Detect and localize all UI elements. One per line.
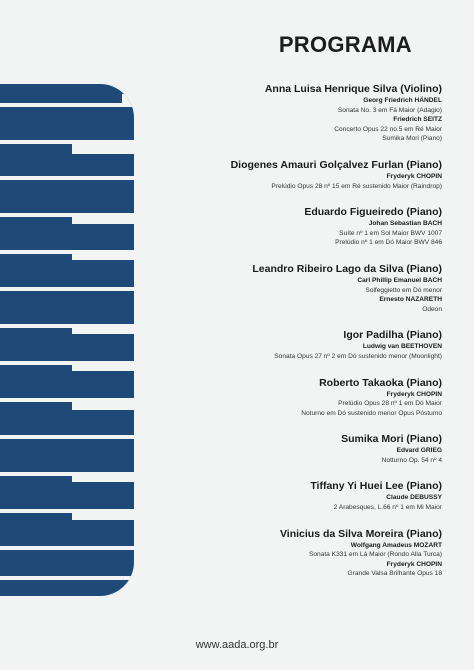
black-key-gap <box>72 213 140 224</box>
composer-name: Edvard GRIEG <box>396 447 442 455</box>
black-key-gap <box>72 361 140 371</box>
performer-block <box>142 432 442 465</box>
performer-name: Anna Luisa Henrique Silva (Violino) <box>264 83 442 95</box>
black-key-gap <box>72 140 140 154</box>
composer-name: Fryderyk CHOPIN <box>386 390 442 398</box>
black-key-gap <box>72 509 140 520</box>
key-divider <box>0 287 140 291</box>
black-key-gap <box>122 94 140 103</box>
composer-name: Ludwig van BEETHOVEN <box>362 343 442 351</box>
page-title: PROGRAMA <box>278 32 412 57</box>
work-title: Solfeggietto em Dó menor <box>365 286 442 294</box>
work-title: Sonata No. 3 em Fá Maior (Adagio) <box>337 106 442 114</box>
composer-name: Ernesto NAZARETH <box>379 296 442 304</box>
performer-name: Igor Padilha (Piano) <box>343 329 442 342</box>
performer-block <box>142 328 442 361</box>
work-title: 2 Arabesques, L.66 nº 1 em Mi Maior <box>333 504 442 512</box>
footer-url[interactable]: www.aada.org.br <box>195 639 279 651</box>
piano-keys-graphic <box>0 84 140 596</box>
performer-block <box>142 205 442 248</box>
composer-name: Georg Friedrich HÄNDEL <box>363 97 442 104</box>
work-title: Sumika Mori (Piano) <box>382 135 442 143</box>
composer-name: Claude DEBUSSY <box>386 494 442 502</box>
work-title: Prelúdio nº 1 em Dó Maior BWV 846 <box>335 239 442 247</box>
work-title: Suíte nº 1 em Sol Maior BWV 1007 <box>339 229 442 237</box>
performer-name: Eduardo Figueiredo (Piano) <box>304 206 442 219</box>
black-key-gap <box>72 250 140 260</box>
work-title: Sonata K331 em Lá Maior (Rondo Alla Turca) <box>308 551 442 559</box>
performer-name: Vinicius da Silva Moreira (Piano) <box>279 527 442 540</box>
work-title: Grande Valsa Brilhante Opus 18 <box>347 570 442 578</box>
performer-block <box>142 262 442 314</box>
key-divider <box>0 103 140 107</box>
key-divider <box>0 546 140 550</box>
performer-block <box>142 527 442 579</box>
performer-block <box>142 376 442 419</box>
composer-name: Fryderyk CHOPIN <box>386 560 442 568</box>
work-title: Prelúdio Opus 28 nº 1 em Dó Maior <box>338 400 442 408</box>
black-key-gap <box>72 398 140 410</box>
work-title: Odeon <box>422 305 442 313</box>
performer-name: Sumika Mori (Piano) <box>341 433 442 446</box>
work-title: Noturno em Dó sustenido menor Opus Póstumo <box>301 409 442 417</box>
program-list <box>142 82 442 593</box>
key-divider <box>0 435 140 439</box>
black-key-gap <box>72 324 140 334</box>
performer-name: Diogenes Amauri Golçalvez Furlan (Piano) <box>230 158 442 171</box>
performer-name: Roberto Takaoka (Piano) <box>319 376 442 389</box>
performer-block <box>142 82 442 144</box>
composer-name: Wolfgang Amadeus MOZART <box>350 541 442 549</box>
composer-name: Carl Phillip Emanuel BACH <box>357 276 442 284</box>
performer-block <box>142 479 442 512</box>
work-title: Concerto Opus 22 no.5 em Ré Maior <box>334 125 442 133</box>
key-divider <box>0 176 140 180</box>
performer-name: Tiffany Yi Huei Lee (Piano) <box>310 480 442 493</box>
key-divider <box>0 576 140 580</box>
work-title: Notturno Op. 54 nº 4 <box>381 456 442 464</box>
work-title: Sonata Opus 27 nº 2 em Dó sustenido menor (Moonlight) <box>274 352 442 360</box>
composer-name: Johan Sebastian BACH <box>368 220 442 228</box>
composer-name: Fryderyk CHOPIN <box>386 172 442 180</box>
black-key-gap <box>72 472 140 482</box>
work-title: Prelúdio Opus 28 nº 15 em Ré sustenido Maior (Raindrop) <box>271 182 442 190</box>
performer-name: Leandro Ribeiro Lago da Silva (Piano) <box>252 262 442 275</box>
performer-block <box>142 158 442 191</box>
composer-name: Friedrich SEITZ <box>393 116 442 124</box>
